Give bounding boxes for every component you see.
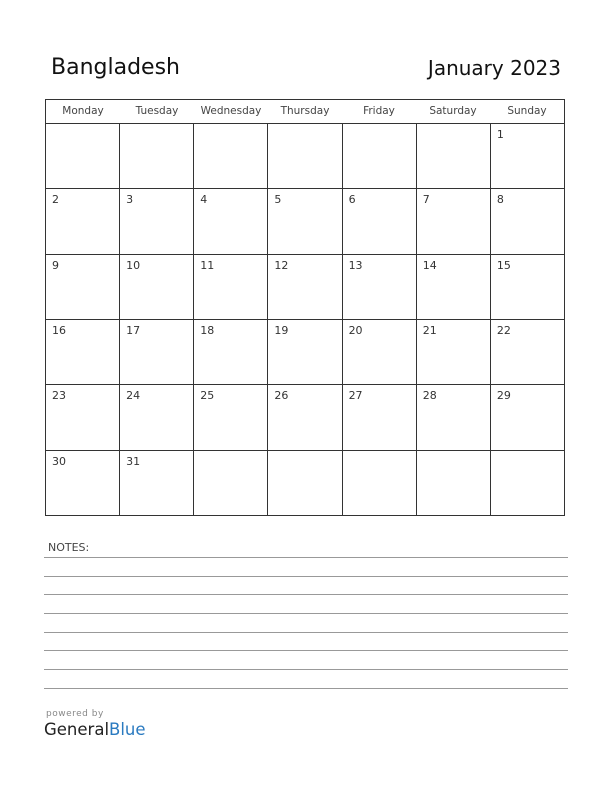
day-cell: [417, 124, 491, 188]
day-number: 11: [200, 258, 215, 272]
day-cell: [491, 451, 564, 515]
note-line: [44, 632, 568, 633]
day-number: 17: [126, 323, 141, 337]
note-line: [44, 650, 568, 651]
week-row: [46, 320, 564, 385]
day-cell: [120, 451, 194, 515]
day-cell: [268, 385, 342, 449]
day-number: 14: [422, 258, 437, 272]
weekday-header-row: [46, 100, 564, 124]
day-number: 7: [422, 193, 430, 207]
weekday-thursday: Thursday: [280, 105, 330, 117]
week-row: [46, 189, 564, 254]
weekday-wednesday: Wednesday: [200, 105, 262, 117]
day-cell: [343, 451, 417, 515]
note-line: [44, 576, 568, 577]
day-cell: [46, 255, 120, 319]
day-number: 31: [126, 454, 141, 468]
day-number: 29: [496, 389, 511, 403]
day-cell: [343, 385, 417, 449]
day-cell: [268, 124, 342, 188]
day-cell: [491, 189, 564, 253]
day-cell: [343, 320, 417, 384]
day-cell: [120, 124, 194, 188]
day-number: 16: [52, 323, 66, 337]
day-cell: [120, 189, 194, 253]
day-number: 1: [496, 128, 504, 141]
month-title: January 2023: [427, 56, 561, 80]
day-number: 8: [496, 193, 504, 207]
day-cell: [343, 189, 417, 253]
day-cell: [120, 320, 194, 384]
weekday-friday: Friday: [363, 105, 395, 117]
day-number: 13: [348, 258, 363, 272]
weekday-sunday: Sunday: [507, 105, 547, 117]
day-cell: [343, 255, 417, 319]
day-number: 21: [422, 323, 437, 337]
generalblue-logo[interactable]: [44, 720, 146, 739]
week-row: [46, 255, 564, 320]
day-cell: [417, 189, 491, 253]
day-cell: [268, 255, 342, 319]
day-cell: [194, 320, 268, 384]
day-cell: [120, 255, 194, 319]
note-line: [44, 594, 568, 595]
note-line: [44, 613, 568, 614]
day-number: 2: [52, 193, 59, 207]
weekday-tuesday: Tuesday: [135, 105, 179, 117]
day-number: 22: [496, 323, 511, 337]
day-cell: [417, 320, 491, 384]
day-cell: [46, 124, 120, 188]
day-number: 6: [348, 193, 356, 207]
day-cell: [194, 385, 268, 449]
powered-by-text: powered by: [46, 709, 104, 719]
day-cell: [46, 189, 120, 253]
day-number: 9: [52, 258, 59, 272]
day-cell: [46, 320, 120, 384]
day-cell: [417, 451, 491, 515]
day-number: 15: [496, 258, 511, 272]
logo-blue-text: Blue: [109, 720, 146, 739]
weekday-monday: Monday: [62, 105, 104, 117]
note-line: [44, 557, 568, 558]
day-cell: [491, 124, 564, 188]
day-number: 12: [274, 258, 289, 272]
day-number: 10: [126, 258, 141, 272]
note-line: [44, 688, 568, 689]
day-number: 20: [348, 323, 363, 337]
day-cell: [194, 189, 268, 253]
day-number: 28: [422, 389, 437, 403]
day-cell: [417, 255, 491, 319]
day-cell: [343, 124, 417, 188]
day-cell: [46, 451, 120, 515]
logo-general-text: General: [44, 720, 110, 739]
day-cell: [120, 385, 194, 449]
day-cell: [46, 385, 120, 449]
day-cell: [194, 124, 268, 188]
day-number: 18: [200, 323, 215, 337]
day-number: 24: [126, 389, 141, 403]
notes-label: NOTES:: [48, 541, 90, 554]
day-cell: [194, 451, 268, 515]
day-number: 3: [126, 193, 134, 207]
day-number: 4: [200, 193, 208, 207]
day-cell: [268, 320, 342, 384]
day-cell: [491, 320, 564, 384]
week-row: [46, 451, 564, 515]
weeks-container: [46, 124, 564, 515]
day-number: 26: [274, 389, 289, 403]
day-cell: [491, 385, 564, 449]
day-cell: [491, 255, 564, 319]
note-line: [44, 669, 568, 670]
day-cell: [194, 255, 268, 319]
day-number: 25: [200, 389, 215, 403]
day-cell: [417, 385, 491, 449]
week-row: [46, 124, 564, 189]
day-number: 5: [274, 193, 282, 207]
day-cell: [268, 189, 342, 253]
calendar-grid: [45, 99, 565, 516]
country-title: Bangladesh: [51, 55, 180, 80]
day-cell: [268, 451, 342, 515]
week-row: [46, 385, 564, 450]
day-number: 30: [52, 454, 66, 468]
day-number: 23: [52, 389, 66, 403]
weekday-saturday: Saturday: [429, 105, 477, 117]
day-number: 27: [348, 389, 363, 403]
day-number: 19: [274, 323, 289, 337]
